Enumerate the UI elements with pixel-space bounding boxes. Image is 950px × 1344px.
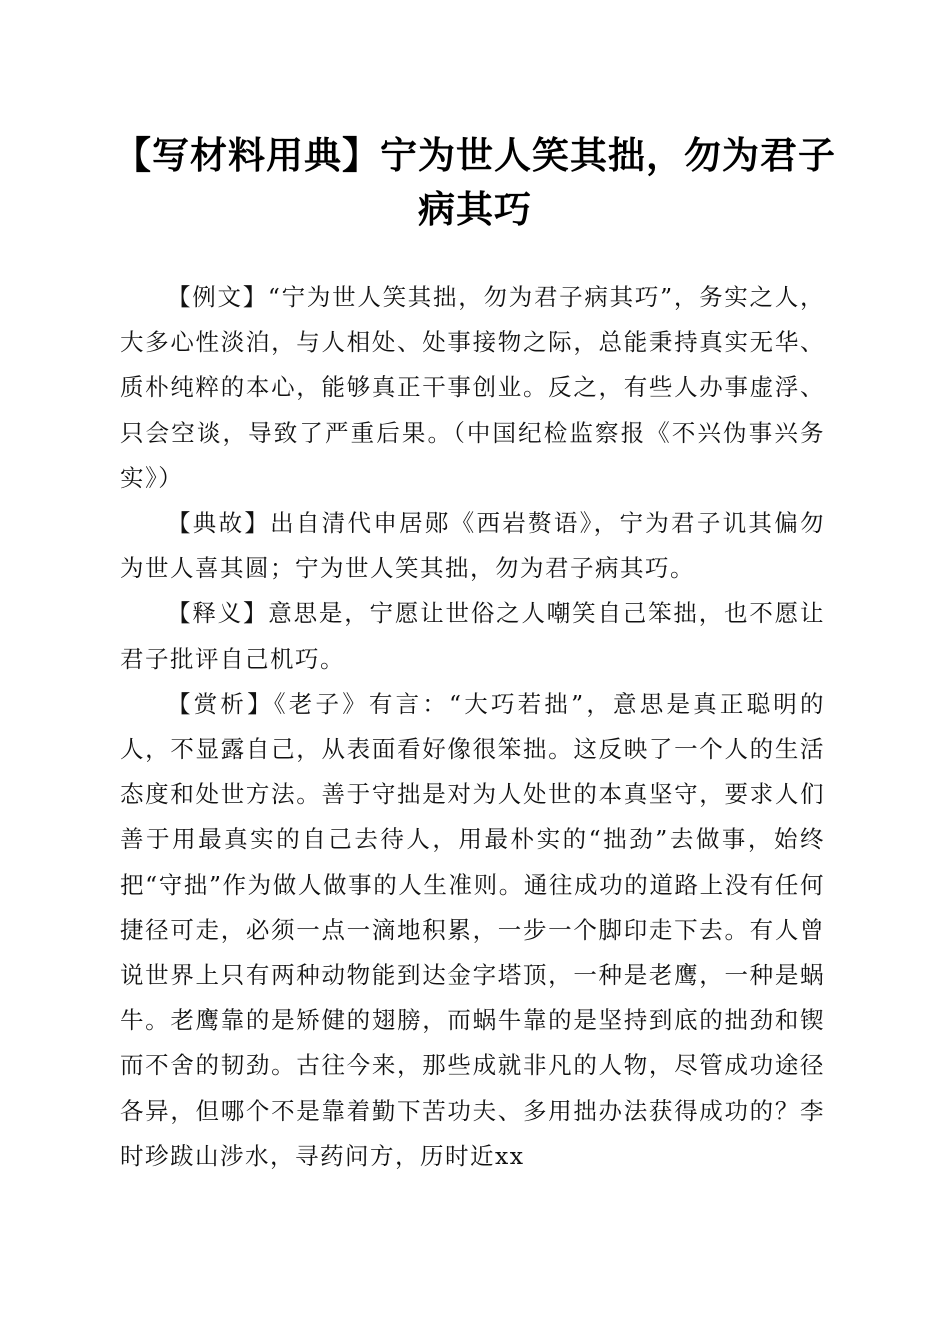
document-body [120, 275, 825, 1179]
paragraph-appreciation: 【赏析】《老子》有言：“大巧若拙”，意思是真正聪明的人，不显露自己，从表面看好像很笨拙。这反映了一个人的生活态度和处世方法。善于守拙是对为人处世的本真坚守，要求人们善于用最真实的自己去待人，用最朴实的“拙劲”去做事，始终把“守拙”作为做人做事的人生准则。通往成功的道路上没有任何捷径可走，必须一点一滴地积累，一步一个脚印走下去。有人曾说世界上只有两种动物能到达金字塔顶，一种是老鹰，一种是蜗牛。老鹰靠的是矫健的翅膀，而蜗牛靠的是坚持到底的拙劲和锲而不舍的韧劲。古往今来，那些成就非凡的人物，尽管成功途径各异，但哪个不是靠着勤下苦功夫、多用拙办法获得成功的？李时珍跋山涉水，寻药问方，历时近xx [120, 689, 825, 1170]
document-title: 【写材料用典】宁为世人笑其拙，勿为君子病其巧 [114, 133, 836, 231]
paragraph-example: 【例文】“宁为世人笑其拙，勿为君子病其巧”，务实之人，大多心性淡泊，与人相处、处事接物之际，总能秉持真实无华、质朴纯粹的本心，能够真正干事创业。反之，有些人办事虚浮、只会空谈，导致了严重后果。（中国纪检监察报《不兴伪事兴务实》） [120, 283, 825, 492]
paragraph-allusion: 【典故】出自清代申居郧《西岩赘语》，宁为君子讥其偏勿为世人喜其圆；宁为世人笑其拙，勿为君子病其巧。 [120, 509, 825, 583]
paragraph-explanation: 【释义】意思是，宁愿让世俗之人嘲笑自己笨拙，也不愿让君子批评自己机巧。 [120, 599, 825, 673]
